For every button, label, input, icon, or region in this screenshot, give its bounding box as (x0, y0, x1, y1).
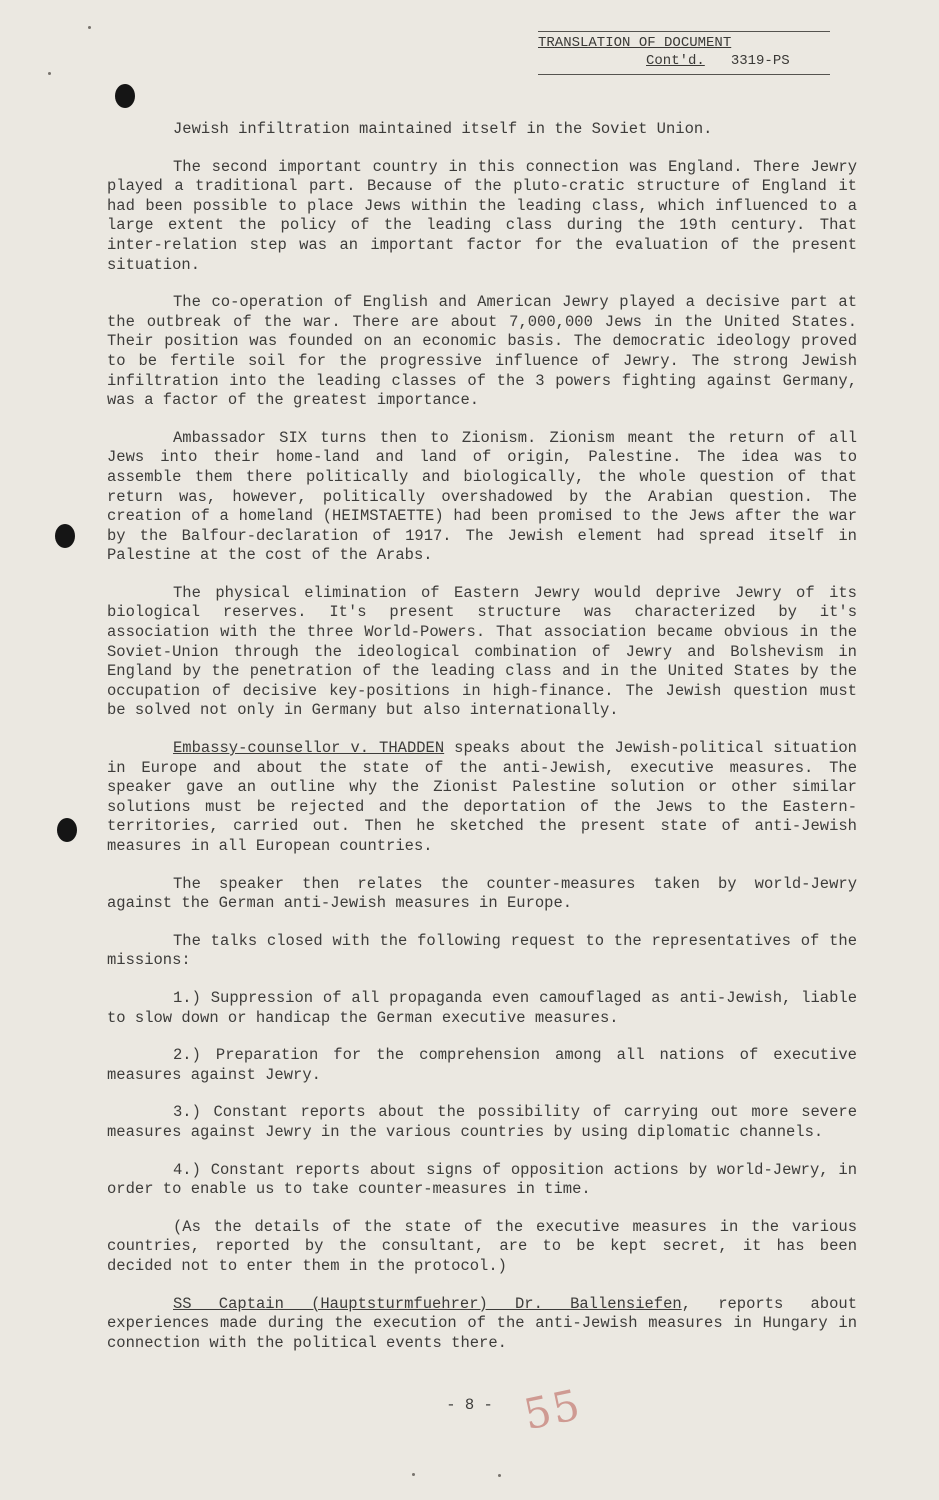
paragraph-14 (107, 1295, 857, 1354)
paragraph-7: The speaker then relates the counter-measures taken by world-Jewry against the German anti-Jewish measures in Europe. (107, 874, 857, 913)
document-body (107, 120, 857, 1371)
header-continuation (538, 52, 830, 70)
speaker-ballensiefen: SS Captain (Hauptsturmfuehrer) Dr. Ballensiefen (173, 1294, 682, 1313)
request-item-3: 3.) Constant reports about the possibility of carrying out more severe measures against Jewry in the various countries by using diplomatic channels. (107, 1103, 857, 1141)
header-rule-bottom (538, 74, 830, 75)
header-contd: Cont'd. (646, 53, 705, 69)
paragraph-note: (As the details of the state of the executive measures in the various countries, reported by the consultant, are to be kept secret, it has been decided not to enter them in the protocol.) (107, 1217, 857, 1275)
header-title: TRANSLATION OF DOCUMENT (538, 35, 732, 51)
document-number: 3319-PS (730, 53, 790, 69)
paragraph-5: The physical elimination of Eastern Jewry would deprive Jewry of its biological reserves. It's present structure was characterized by it's association with the three World-Powers. That association became obvious in the Soviet-Union through the ideological combination of Jewry and Bolshevism in England by the penetration of the leading class and in the United States by the occupation of decisive key-positions in high-finance. The Jewish question must be solved not only in Germany but also internationally. (107, 583, 857, 720)
speaker-thadden: Embassy-counsellor v. THADDEN (173, 739, 445, 758)
paper-speck (412, 1473, 415, 1476)
punch-hole-top (115, 84, 135, 108)
paper-speck (48, 72, 51, 75)
request-item-2: 2.) Preparation for the comprehension among all nations of executive measures against Jewry. (107, 1046, 857, 1084)
paper-speck (498, 1474, 501, 1477)
request-item-4: 4.) Constant reports about signs of opposition actions by world-Jewry, in order to enable us to take counter-measures in time. (107, 1160, 857, 1199)
handwritten-mark: 55 (519, 1379, 586, 1440)
paragraph-3: The co-operation of English and American Jewry played a decisive part at the outbreak of the war. There are about 7,000,000 Jews in the United States. Their position was founded on an economic basis. The democratic ideology proved to be fertile soil for the progressive influence of Jewry. The strong Jewish infiltration into the leading classes of the 3 powers fighting against Germany, was a factor of the greatest importance. (107, 293, 857, 410)
punch-hole-lower (57, 818, 77, 842)
paragraph-2: The second important country in this connection was England. There Jewry played a traditional part. Because of the pluto-cratic structure of England it had been possible to place Jews within the leading class, which influenced to a large extent the policy of the leading class during the 19th century. That inter-relation step was an important factor for the evaluation of the present situation. (107, 157, 857, 274)
header-rule-top (538, 31, 830, 32)
document-header (538, 34, 830, 70)
paragraph-14-text: , reports about experiences made during the execution of the anti-Jewish measures in Hungary in connection with the political events there. (107, 1294, 857, 1352)
paragraph-1: Jewish infiltration maintained itself in the Soviet Union. (173, 120, 713, 138)
paper-speck (88, 26, 91, 29)
page-number: - 8 - (446, 1396, 493, 1414)
request-item-1: 1.) Suppression of all propaganda even camouflaged as anti-Jewish, liable to slow down or handicap the German executive measures. (107, 988, 857, 1027)
paragraph-4: Ambassador SIX turns then to Zionism. Zionism meant the return of all Jews into their home-land and land of origin, Palestine. The idea was to assemble them there politically and biologically, the whole question of that return was, however, politically overshadowed by the Arabian question. The creation of a homeland (HEIMSTAETTE) had been promised to the Jews after the war by the Balfour-declaration of 1917. The Jewish element had spread itself in Palestine at the cost of the Arabs. (107, 428, 857, 565)
paragraph-8: The talks closed with the following request to the representatives of the missions: (107, 931, 857, 970)
paragraph-6 (107, 739, 857, 857)
punch-hole-middle (55, 524, 75, 548)
paragraph-6-text: speaks about the Jewish-political situation in Europe and about the state of the anti-Jewish, executive measures. The speaker gave an outline why the Zionist Palestine solution or other similar solutions must be rejected and the deportation of the Jews to the Eastern-territories, carried out. Then he sketched the present state of anti-Jewish measures in all European countries. (107, 739, 857, 855)
